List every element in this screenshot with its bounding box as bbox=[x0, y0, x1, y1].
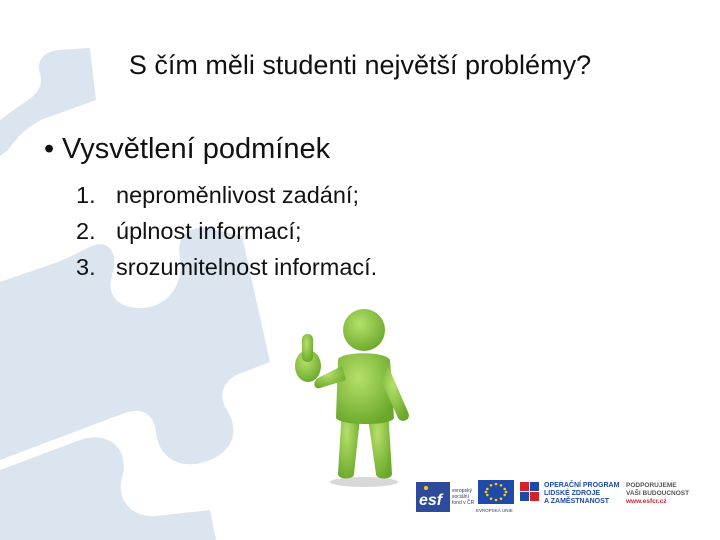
bullet-dot-icon: • bbox=[44, 133, 55, 165]
slogan-line: VAŠI BUDOUCNOST bbox=[626, 490, 690, 497]
numbered-list bbox=[76, 177, 377, 285]
esf-caption-line: evropský bbox=[452, 488, 473, 494]
op-lzz-line: LIDSKÉ ZDROJE bbox=[544, 490, 601, 497]
list-item-number: 2. bbox=[76, 218, 96, 244]
eu-flag-icon bbox=[478, 480, 514, 504]
thumbs-up-figure-icon bbox=[284, 308, 424, 488]
slogan-url: www.esfcr.cz bbox=[626, 498, 667, 505]
esf-caption bbox=[452, 488, 478, 506]
list-item bbox=[76, 177, 377, 213]
op-lzz-line: OPERAČNÍ PROGRAM bbox=[544, 482, 620, 489]
eu-caption: EVROPSKÁ UNIE bbox=[476, 508, 513, 513]
op-lzz-line: A ZAMĚSTNANOST bbox=[544, 498, 610, 505]
list-item-text: úplnost informací; bbox=[116, 218, 302, 244]
op-lzz-caption bbox=[544, 482, 624, 506]
esf-mark: esf bbox=[419, 492, 443, 509]
bullet-text: Vysvětlení podmínek bbox=[62, 133, 331, 165]
esf-caption-line: fond v ČR bbox=[452, 500, 475, 506]
list-item bbox=[76, 213, 377, 249]
slogan-line: PODPORUJEME bbox=[626, 482, 677, 489]
footer-logos bbox=[412, 476, 720, 540]
eu-logo bbox=[476, 480, 516, 516]
op-lzz-logo bbox=[520, 480, 624, 516]
slide-title: S čím měli studenti největší problémy? bbox=[128, 50, 592, 80]
esf-logo bbox=[416, 480, 474, 514]
slogan-logo bbox=[626, 482, 718, 516]
list-item-text: srozumitelnost informací. bbox=[116, 254, 378, 280]
slogan-caption bbox=[626, 482, 718, 506]
list-item-number: 1. bbox=[76, 182, 96, 208]
list-item bbox=[76, 249, 377, 285]
op-lzz-icon bbox=[520, 482, 540, 508]
bullet-item bbox=[44, 133, 330, 166]
list-item-text: neproměnlivost zadání; bbox=[116, 182, 359, 208]
esf-caption-line: sociální bbox=[452, 494, 469, 500]
list-item-number: 3. bbox=[76, 254, 96, 280]
